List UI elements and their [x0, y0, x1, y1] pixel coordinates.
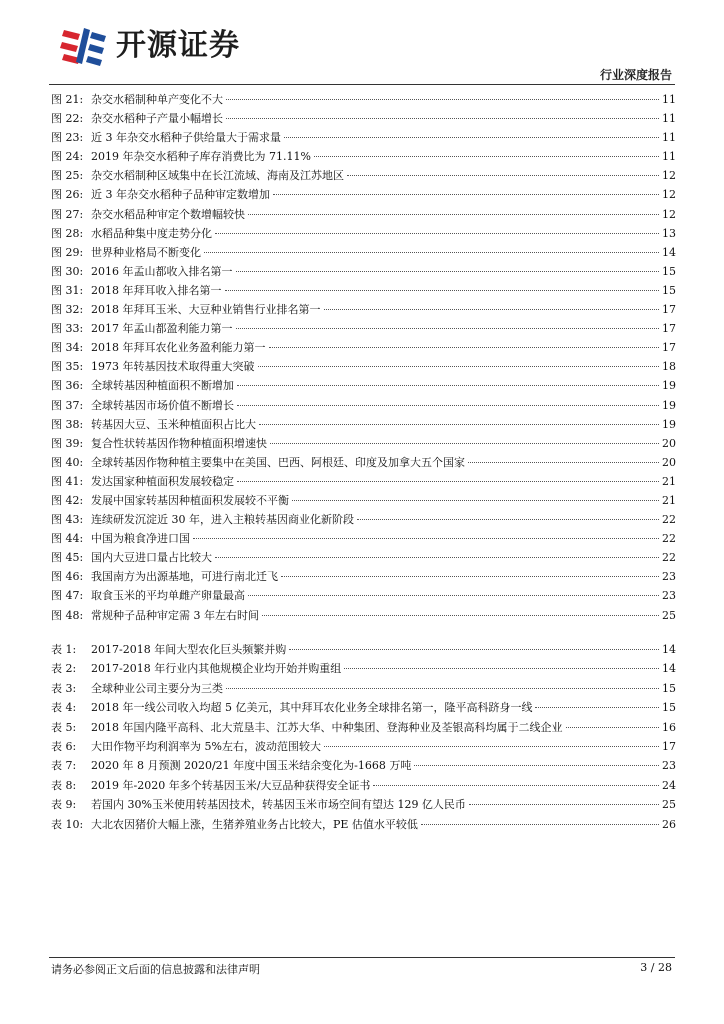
- figure-entry-leader: [226, 99, 659, 100]
- figure-entry-leader: [237, 405, 659, 406]
- table-entry-title: 2019 年-2020 年多个转基因玉米/大豆品种获得安全证书: [91, 778, 371, 792]
- figure-entry-leader: [314, 156, 659, 157]
- figure-entry[interactable]: [51, 453, 676, 472]
- figure-entry-label: 图 33:: [51, 322, 84, 336]
- figure-entry[interactable]: [51, 319, 676, 338]
- figure-entry-page: 19: [662, 398, 676, 412]
- report-type: 行业深度报告: [599, 68, 672, 82]
- figure-entry-label: 图 25:: [51, 169, 84, 183]
- figure-entry[interactable]: [51, 243, 676, 262]
- figure-entry[interactable]: [51, 415, 676, 434]
- figure-entry-title: 杂交水稻制种单产变化不大: [91, 93, 223, 106]
- table-entry-leader: [566, 727, 660, 728]
- figure-entry-title: 取食玉米的平均单雌产卵量最高: [91, 589, 245, 603]
- figure-entry-page: 22: [662, 513, 676, 527]
- table-entry-title: 大田作物平均利润率为 5%左右，波动范围较大: [91, 739, 321, 753]
- figure-entry-leader: [248, 214, 659, 215]
- figure-entry[interactable]: [51, 472, 676, 491]
- figure-entry-label: 图 34:: [51, 341, 84, 355]
- figure-entry-title: 2018 年拜耳玉米、大豆种业销售行业排名第一: [91, 303, 321, 317]
- table-entry-leader: [414, 765, 659, 766]
- figure-entry-page: 17: [662, 322, 676, 336]
- figure-entry-leader: [269, 347, 660, 348]
- figure-entry-title: 我国南方为出源基地，可进行南北迁飞: [91, 570, 278, 584]
- figure-entry-label: 图 21:: [51, 93, 84, 106]
- figure-entry-leader: [237, 385, 659, 386]
- figure-entry-label: 图 28:: [51, 226, 84, 240]
- figure-entry-page: 19: [662, 379, 676, 393]
- figure-entry-label: 图 41:: [51, 474, 84, 488]
- table-entry-label: 表 3:: [51, 681, 77, 695]
- table-entry-page: 17: [662, 739, 676, 753]
- table-entry[interactable]: [51, 698, 676, 717]
- figure-entry-label: 图 30:: [51, 264, 84, 278]
- figure-entry-leader: [248, 595, 659, 596]
- figure-entry[interactable]: [51, 300, 676, 319]
- figure-entry-page: 11: [662, 112, 676, 126]
- figure-entry-leader: [225, 290, 660, 291]
- figure-entry[interactable]: [51, 224, 676, 243]
- figure-entry-page: 12: [662, 169, 676, 183]
- table-entry-page: 26: [662, 817, 676, 831]
- figure-entry-title: 2016 年孟山都收入排名第一: [91, 264, 233, 278]
- figure-entry-label: 图 35:: [51, 360, 84, 374]
- table-entry-label: 表 4:: [51, 701, 77, 715]
- figure-entry-title: 1973 年转基因技术取得重大突破: [91, 360, 255, 374]
- figure-entry-leader: [270, 443, 659, 444]
- figure-entry-page: 12: [662, 207, 676, 221]
- logo-text: 开源证券: [116, 28, 240, 63]
- figure-entry[interactable]: [51, 606, 676, 625]
- figure-entry-leader: [284, 137, 659, 138]
- figure-entry-label: 图 31:: [51, 283, 84, 297]
- figure-entry-title: 发达国家种植面积发展较稳定: [91, 474, 234, 488]
- page-indicator: 3 / 28: [640, 961, 672, 974]
- figure-entry-leader: [468, 462, 659, 463]
- table-entry-leader: [421, 824, 659, 825]
- table-entry[interactable]: [51, 737, 676, 756]
- figure-entry-title: 中国为粮食净进口国: [91, 532, 190, 546]
- table-entry-label: 表 5:: [51, 720, 77, 734]
- figure-entry-page: 20: [662, 455, 676, 469]
- table-entry-label: 表 9:: [51, 798, 77, 812]
- figure-entry-title: 全球转基因种植面积不断增加: [91, 379, 234, 393]
- figure-entry[interactable]: [51, 262, 676, 281]
- figure-entry[interactable]: [51, 434, 676, 453]
- table-entry-title: 2017-2018 年间大型农化巨头频繁并购: [91, 643, 287, 656]
- page-header: [0, 0, 724, 95]
- figure-entry-page: 17: [662, 303, 676, 317]
- figure-entry-page: 23: [662, 589, 676, 603]
- figure-entry-label: 图 36:: [51, 379, 84, 393]
- table-entry-title: 全球种业公司主要分为三类: [91, 681, 223, 695]
- figure-entry-leader: [324, 309, 660, 310]
- figure-entry-leader: [236, 271, 660, 272]
- figure-entry-leader: [215, 233, 659, 234]
- logo-mark-icon: [60, 24, 110, 68]
- figure-entry-page: 15: [662, 264, 676, 278]
- figure-entry-label: 图 22:: [51, 112, 84, 126]
- figure-entry-title: 近 3 年杂交水稻种子品种审定数增加: [91, 188, 270, 202]
- figure-entry-label: 图 42:: [51, 493, 84, 507]
- table-entry-title: 2018 年国内隆平高科、北大荒垦丰、江苏大华、中种集团、登海种业及荃银高科均属于二线企业: [91, 720, 563, 734]
- table-entry-title: 2020 年 8 月预测 2020/21 年度中国玉米结余变化为-1668 万吨: [91, 759, 412, 773]
- figure-entry[interactable]: [51, 376, 676, 395]
- figure-entry-page: 21: [662, 474, 676, 488]
- figure-entry-leader: [273, 194, 659, 195]
- table-entry[interactable]: [51, 815, 676, 834]
- figure-entry[interactable]: [51, 147, 676, 166]
- figure-entry[interactable]: [51, 567, 676, 586]
- figure-entry-page: 14: [662, 245, 676, 259]
- table-entry-label: 表 8:: [51, 778, 77, 792]
- figure-entry-page: 13: [662, 226, 676, 240]
- table-entry-page: 15: [662, 701, 676, 715]
- figure-entry-title: 发展中国家转基因种植面积发展较不平衡: [91, 493, 289, 507]
- figure-entry-title: 连续研发沉淀近 30 年，进入主粮转基因商业化新阶段: [91, 513, 354, 527]
- table-entry-page: 25: [662, 798, 676, 812]
- figure-entry-title: 杂交水稻品种审定个数增幅较快: [91, 207, 245, 221]
- figure-entry-leader: [281, 576, 659, 577]
- table-entry-leader: [289, 649, 659, 650]
- figure-entry-label: 图 39:: [51, 436, 84, 450]
- figure-entry-page: 21: [662, 493, 676, 507]
- figure-entry-leader: [237, 481, 659, 482]
- figure-entry[interactable]: [51, 281, 676, 300]
- table-entry[interactable]: [51, 756, 676, 775]
- figure-entry-label: 图 29:: [51, 245, 84, 259]
- figure-index: [51, 90, 676, 625]
- figure-entry-page: 15: [662, 283, 676, 297]
- figure-entry-title: 常规种子品种审定需 3 年左右时间: [91, 608, 259, 622]
- table-entry-leader: [535, 707, 659, 708]
- figure-entry[interactable]: [51, 90, 676, 109]
- header-divider: [49, 84, 675, 85]
- figure-entry-leader: [226, 118, 659, 119]
- table-entry-page: 14: [662, 643, 676, 656]
- table-entry-title: 大北农因猪价大幅上涨，生猪养殖业务占比较大，PE 估值水平较低: [91, 817, 418, 831]
- table-entry-leader: [469, 804, 659, 805]
- figure-entry-page: 12: [662, 188, 676, 202]
- figure-entry-label: 图 47:: [51, 589, 84, 603]
- table-entry-label: 表 1:: [51, 643, 77, 656]
- figure-entry-page: 23: [662, 570, 676, 584]
- figure-entry[interactable]: [51, 109, 676, 128]
- figure-entry[interactable]: [51, 396, 676, 415]
- table-entry-label: 表 10:: [51, 817, 84, 831]
- figure-entry-title: 国内大豆进口量占比较大: [91, 551, 212, 565]
- footer-disclaimer: 请务必参阅正文后面的信息披露和法律声明: [51, 963, 260, 976]
- figure-entry-title: 近 3 年杂交水稻种子供给量大于需求量: [91, 131, 281, 145]
- figure-entry-page: 19: [662, 417, 676, 431]
- figure-entry-page: 11: [662, 131, 676, 145]
- table-entry[interactable]: [51, 795, 676, 814]
- table-entry-leader: [373, 785, 659, 786]
- figure-entry[interactable]: [51, 510, 676, 529]
- figure-entry-leader: [259, 424, 659, 425]
- figure-entry[interactable]: [51, 548, 676, 567]
- figure-entry-label: 图 32:: [51, 303, 84, 317]
- figure-entry[interactable]: [51, 205, 676, 224]
- table-entry-leader: [324, 746, 659, 747]
- figure-entry-title: 转基因大豆、玉米种植面积占比大: [91, 417, 256, 431]
- figure-entry-title: 复合性状转基因作物种植面积增速快: [91, 436, 267, 450]
- figure-entry-label: 图 27:: [51, 207, 84, 221]
- figure-entry-label: 图 23:: [51, 131, 84, 145]
- figure-entry[interactable]: [51, 128, 676, 147]
- figure-entry-title: 全球转基因作物种植主要集中在美国、巴西、阿根廷、印度及加拿大五个国家: [91, 455, 465, 469]
- figure-entry-leader: [215, 557, 659, 558]
- figure-entry-leader: [292, 500, 659, 501]
- table-entry-page: 24: [662, 778, 676, 792]
- table-entry-page: 15: [662, 681, 676, 695]
- figure-entry-page: 22: [662, 551, 676, 565]
- figure-entry-label: 图 24:: [51, 150, 84, 164]
- figure-entry-title: 2017 年孟山都盈利能力第一: [91, 322, 233, 336]
- figure-entry-title: 世界种业格局不断变化: [91, 245, 201, 259]
- figure-entry-label: 图 37:: [51, 398, 84, 412]
- table-entry[interactable]: [51, 776, 676, 795]
- table-entry-page: 23: [662, 759, 676, 773]
- figure-entry-leader: [204, 252, 659, 253]
- figure-entry[interactable]: [51, 529, 676, 548]
- figure-entry-label: 图 46:: [51, 570, 84, 584]
- figure-entry-title: 杂交水稻制种区域集中在长江流域、海南及江苏地区: [91, 169, 344, 183]
- figure-entry-label: 图 45:: [51, 551, 84, 565]
- figure-entry-page: 17: [662, 341, 676, 355]
- table-entry[interactable]: [51, 640, 676, 659]
- figure-entry-title: 2018 年拜耳收入排名第一: [91, 283, 222, 297]
- figure-entry-leader: [258, 366, 660, 367]
- figure-entry-title: 水稻品种集中度走势分化: [91, 226, 212, 240]
- figure-entry[interactable]: [51, 166, 676, 185]
- table-entry-title: 2018 年一线公司收入均超 5 亿美元，其中拜耳农化业务全球排名第一，隆平高科跻身一线: [91, 701, 533, 715]
- figure-entry[interactable]: [51, 491, 676, 510]
- figure-entry-label: 图 26:: [51, 188, 84, 202]
- figure-entry-title: 2019 年杂交水稻种子库存消费比为 71.11%: [91, 150, 311, 164]
- figure-entry-title: 2018 年拜耳农化业务盈利能力第一: [91, 341, 266, 355]
- figure-entry-title: 杂交水稻种子产量小幅增长: [91, 112, 223, 126]
- footer-divider: [49, 957, 675, 958]
- figure-entry-page: 11: [662, 150, 676, 164]
- figure-entry-page: 25: [662, 608, 676, 622]
- table-entry-title: 2017-2018 年行业内其他规模企业均开始并购重组: [91, 662, 342, 676]
- figure-entry[interactable]: [51, 357, 676, 376]
- figure-entry-leader: [357, 519, 659, 520]
- table-entry-label: 表 2:: [51, 662, 77, 676]
- table-entry-leader: [344, 668, 659, 669]
- figure-entry-label: 图 43:: [51, 513, 84, 527]
- figure-entry[interactable]: [51, 185, 676, 204]
- figure-entry-page: 20: [662, 436, 676, 450]
- table-entry[interactable]: [51, 679, 676, 698]
- figure-entry-leader: [262, 615, 659, 616]
- table-entry-leader: [226, 688, 659, 689]
- company-logo: [60, 24, 280, 68]
- figure-entry-page: 22: [662, 532, 676, 546]
- figure-entry[interactable]: [51, 338, 676, 357]
- figure-entry-title: 全球转基因市场价值不断增长: [91, 398, 234, 412]
- table-index: [51, 640, 676, 834]
- figure-entry-leader: [193, 538, 659, 539]
- figure-entry-label: 图 38:: [51, 417, 84, 431]
- figure-entry-leader: [347, 175, 659, 176]
- figure-entry-label: 图 44:: [51, 532, 84, 546]
- table-entry-label: 表 7:: [51, 759, 77, 773]
- figure-entry-page: 18: [662, 360, 676, 374]
- table-entry[interactable]: [51, 659, 676, 678]
- figure-entry-label: 图 40:: [51, 455, 84, 469]
- figure-entry-leader: [236, 328, 660, 329]
- table-entry-page: 16: [662, 720, 676, 734]
- table-entry-title: 若国内 30%玉米使用转基因技术，转基因玉米市场空间有望达 129 亿人民币: [91, 798, 466, 812]
- table-entry-page: 14: [662, 662, 676, 676]
- figure-entry-page: 11: [662, 93, 676, 106]
- table-entry-label: 表 6:: [51, 739, 77, 753]
- figure-entry-label: 图 48:: [51, 608, 84, 622]
- figure-entry[interactable]: [51, 586, 676, 605]
- table-entry[interactable]: [51, 718, 676, 737]
